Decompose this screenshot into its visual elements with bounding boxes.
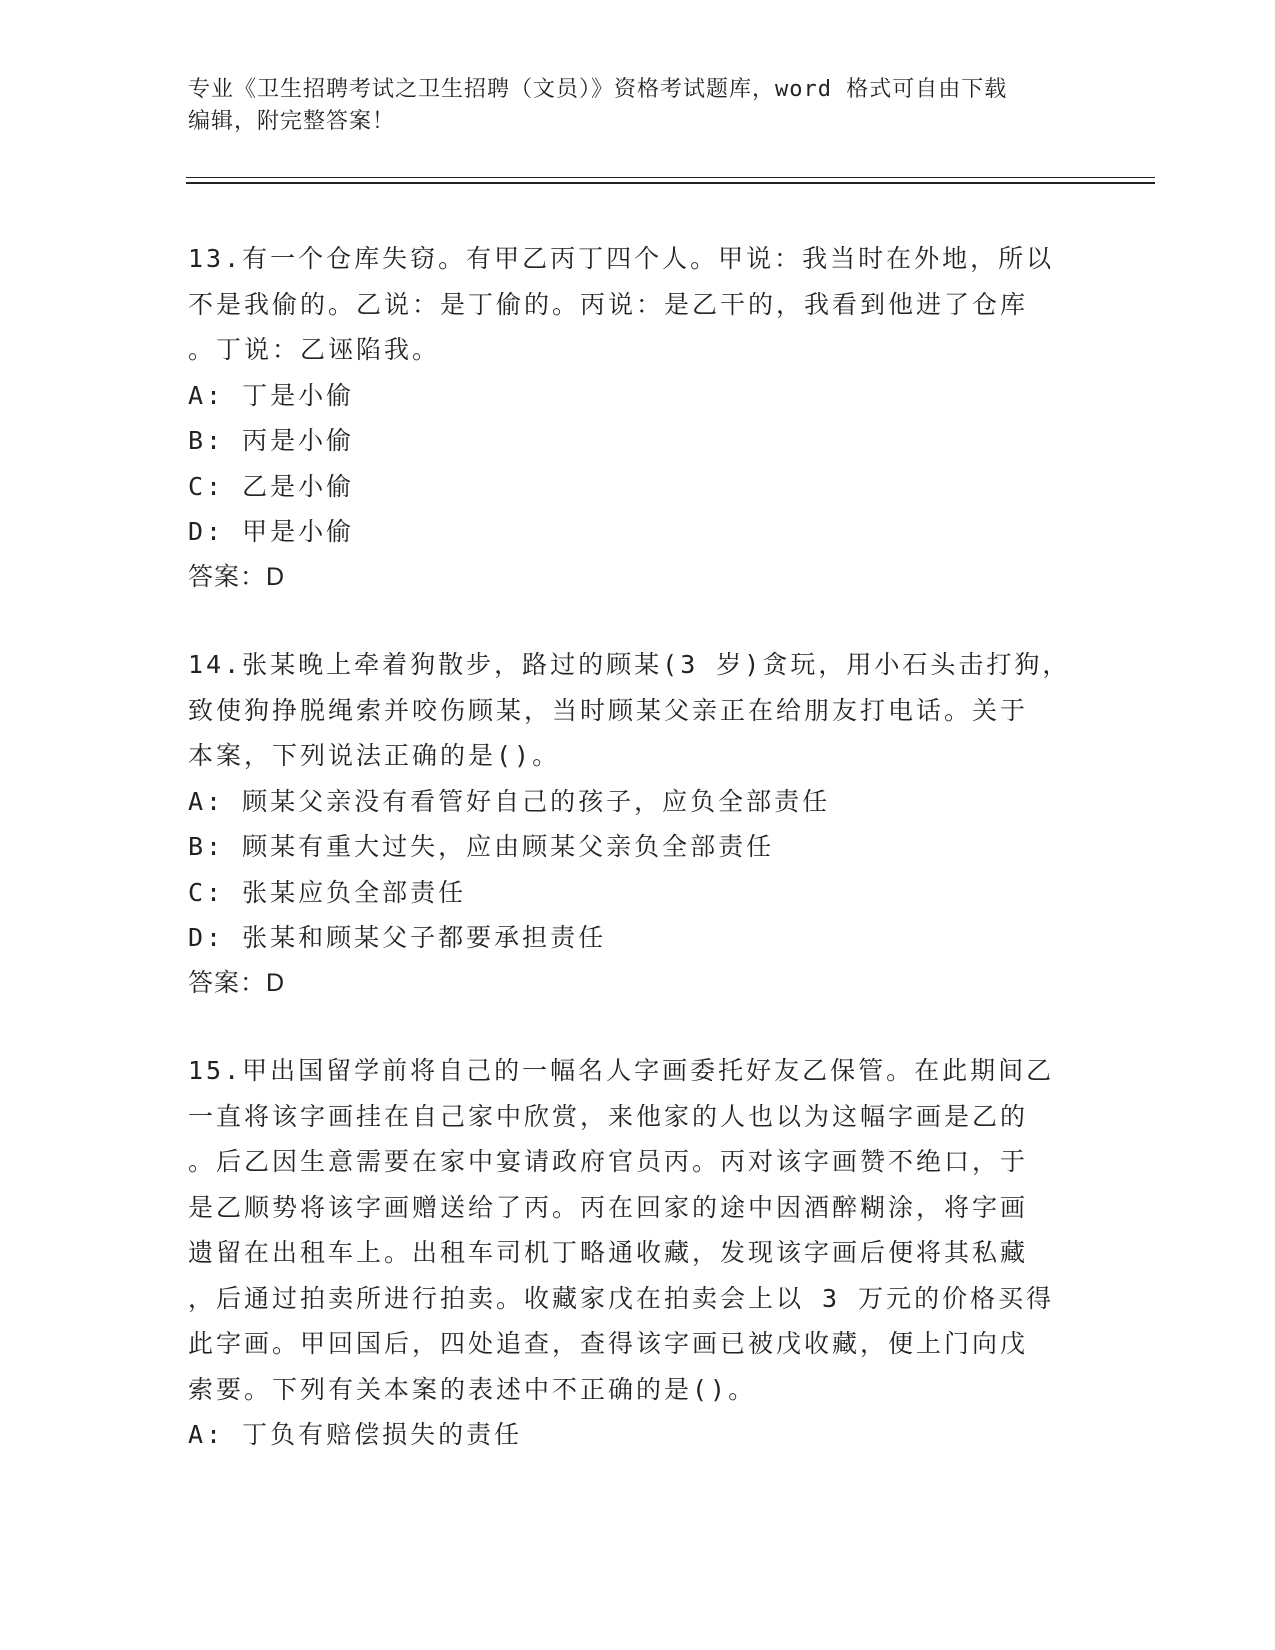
header-line: 编辑，附完整答案！ [188, 109, 396, 134]
question-stem-line: ，后通过拍卖所进行拍卖。收藏家戊在拍卖会上以 3 万元的价格买得 [188, 1283, 1055, 1313]
question-13 [188, 236, 1068, 600]
question-stem-line: 是乙顺势将该字画赠送给了丙。丙在回家的途中因酒醉糊涂，将字画 [188, 1192, 1029, 1222]
option-b: B: 丙是小偷 [188, 426, 355, 455]
question-stem-line: 索要。下列有关本案的表述中不正确的是()。 [188, 1374, 757, 1404]
header-divider-thin [186, 177, 1155, 178]
question-stem-line: 不是我偷的。乙说：是丁偷的。丙说：是乙干的，我看到他进了仓库 [188, 289, 1029, 319]
question-stem-line: 。丁说：乙诬陷我。 [188, 335, 441, 364]
option-d: D: 张某和顾某父子都要承担责任 [188, 923, 607, 952]
question-stem-line: 遗留在出租车上。出租车司机丁略通收藏，发现该字画后便将其私藏 [188, 1238, 1029, 1267]
question-stem-line: 14.张某晚上牵着狗散步，路过的顾某(3 岁)贪玩，用小石头击打狗， [188, 650, 1071, 679]
option-a: A: 丁是小偷 [188, 380, 355, 410]
question-stem-line: 。后乙因生意需要在家中宴请政府官员丙。丙对该字画赞不绝口，于 [188, 1147, 1029, 1176]
option-c: C: 张某应负全部责任 [188, 877, 467, 907]
question-stem-line: 致使狗挣脱绳索并咬伤顾某，当时顾某父亲正在给朋友打电话。关于 [188, 695, 1029, 725]
header-divider-thick [186, 182, 1155, 184]
option-d: D: 甲是小偷 [188, 517, 355, 546]
option-b: B: 顾某有重大过失，应由顾某父亲负全部责任 [188, 832, 775, 861]
question-14 [188, 642, 1071, 1006]
document-header [188, 74, 1068, 138]
header-line: 专业《卫生招聘考试之卫生招聘（文员）》资格考试题库，word 格式可自由下载 [188, 77, 1008, 102]
answer-label: 答案：D [188, 968, 286, 997]
question-stem-line: 15.甲出国留学前将自己的一幅名人字画委托好友乙保管。在此期间乙 [188, 1056, 1055, 1085]
question-list [188, 236, 1071, 1500]
option-c: C: 乙是小偷 [188, 471, 355, 501]
option-a: A: 丁负有赔偿损失的责任 [188, 1420, 523, 1449]
question-stem-line: 13.有一个仓库失窃。有甲乙丙丁四个人。甲说：我当时在外地，所以 [188, 244, 1055, 273]
answer-label: 答案：D [188, 562, 286, 591]
question-stem-line: 一直将该字画挂在自己家中欣赏，来他家的人也以为这幅字画是乙的 [188, 1101, 1029, 1131]
question-15 [188, 1048, 1068, 1458]
option-a: A: 顾某父亲没有看管好自己的孩子，应负全部责任 [188, 786, 831, 816]
question-stem-line: 本案，下列说法正确的是()。 [188, 741, 561, 770]
question-stem-line: 此字画。甲回国后，四处追查，查得该字画已被戊收藏，便上门向戊 [188, 1329, 1029, 1358]
